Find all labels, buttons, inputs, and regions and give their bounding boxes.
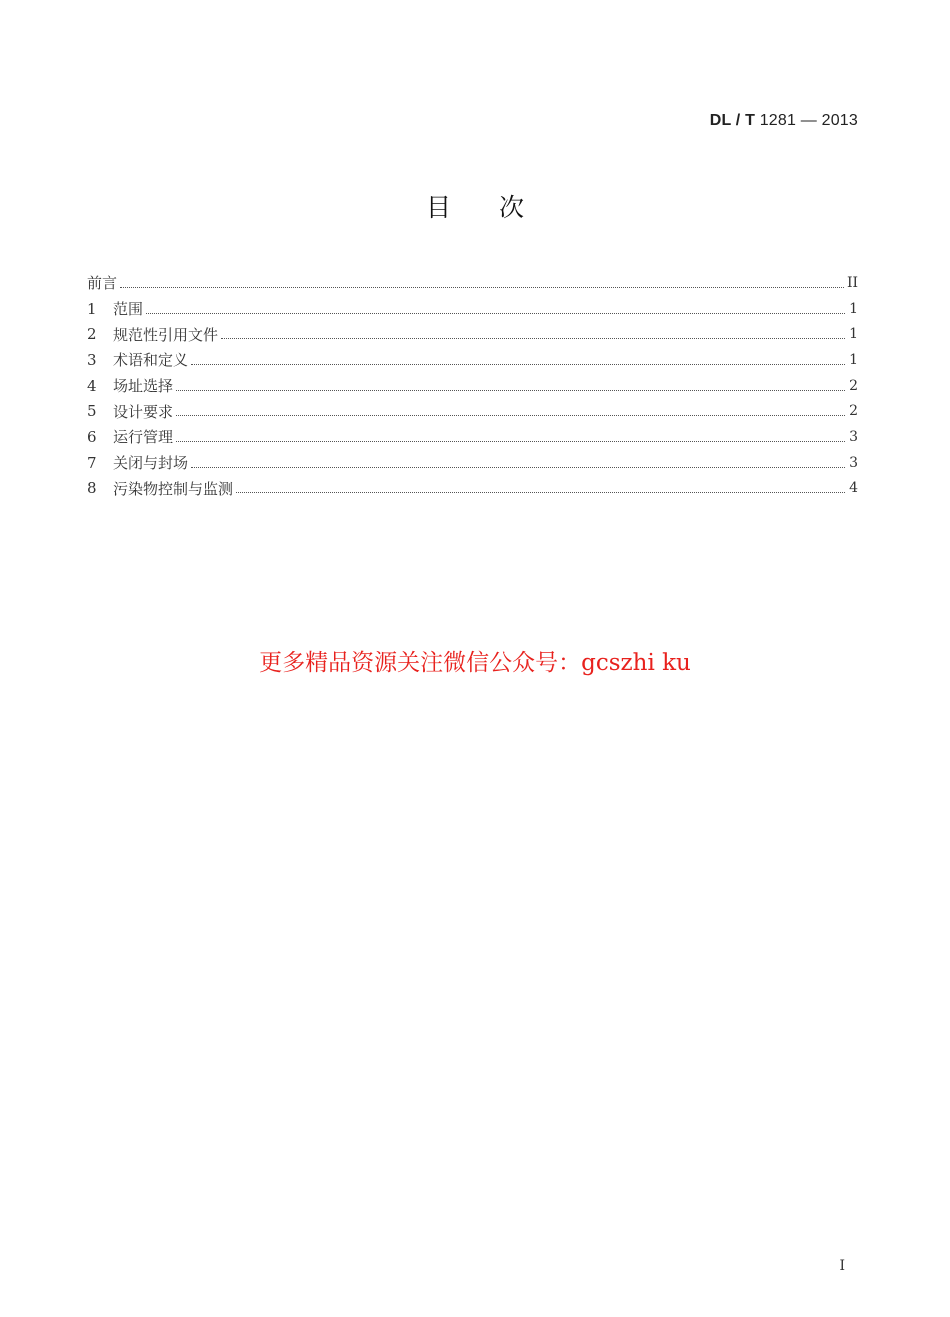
toc-leader-dots <box>176 440 845 442</box>
toc-entry-page: 4 <box>849 480 858 497</box>
toc-entry-number: 1 <box>87 299 97 318</box>
toc-leader-dots <box>120 286 844 288</box>
toc-entry-6[interactable] <box>87 424 858 450</box>
title-char-1: 目 <box>425 193 451 222</box>
toc-entry-label: 规范性引用文件 <box>113 325 219 344</box>
toc-entry-page: II <box>846 274 858 291</box>
toc-entry-label: 设计要求 <box>113 402 174 421</box>
toc-entry-7[interactable] <box>87 450 858 476</box>
toc-entry-number: 5 <box>87 402 97 421</box>
toc-leader-dots <box>221 337 845 339</box>
toc-entry-2[interactable] <box>87 321 858 347</box>
toc-entry-label: 范围 <box>113 300 144 319</box>
toc-entry-number: 7 <box>87 453 97 472</box>
toc-entry-number: 2 <box>87 325 97 344</box>
toc-leader-dots <box>176 389 845 391</box>
toc-entry-label: 污染物控制与监测 <box>113 479 234 498</box>
toc-entry-page: 3 <box>849 454 858 471</box>
standard-code <box>710 112 858 130</box>
toc-entry-3[interactable] <box>87 347 858 373</box>
toc-entry-page: 1 <box>849 326 858 343</box>
toc-entry-foreword[interactable] <box>87 270 858 296</box>
toc-entry-5[interactable] <box>87 398 858 424</box>
standard-code-prefix: DL / T <box>709 112 756 129</box>
toc-entry-number: 4 <box>87 376 97 395</box>
toc-leader-dots <box>236 491 845 493</box>
toc-entry-label: 场址选择 <box>113 377 174 396</box>
toc-leader-dots <box>191 466 845 468</box>
promo-notice: 更多精品资源关注微信公众号：gcszhi ku <box>259 650 691 676</box>
footer-page-number: I <box>839 1258 845 1274</box>
toc-leader-dots <box>176 414 845 416</box>
toc-leader-dots <box>146 312 845 314</box>
toc-entry-number: 6 <box>87 427 97 446</box>
toc-entry-number: 3 <box>87 350 97 369</box>
standard-code-number: 1281 — 2013 <box>755 112 858 129</box>
toc-entry-label: 关闭与封场 <box>113 454 189 473</box>
toc-entry-number: 8 <box>87 479 97 498</box>
toc-entry-label: 前言 <box>87 274 118 293</box>
table-of-contents <box>87 270 858 501</box>
title-char-2: 次 <box>499 193 525 222</box>
toc-entry-label: 运行管理 <box>113 428 174 447</box>
toc-leader-dots <box>191 363 845 365</box>
toc-entry-page: 3 <box>849 428 858 445</box>
toc-entry-page: 2 <box>849 403 858 420</box>
toc-entry-label: 术语和定义 <box>113 351 189 370</box>
toc-entry-4[interactable] <box>87 373 858 399</box>
toc-entry-8[interactable] <box>87 476 858 502</box>
toc-entry-1[interactable] <box>87 296 858 322</box>
toc-entry-page: 1 <box>849 351 858 368</box>
toc-entry-page: 1 <box>849 300 858 317</box>
page-title <box>0 188 950 224</box>
toc-entry-page: 2 <box>849 377 858 394</box>
